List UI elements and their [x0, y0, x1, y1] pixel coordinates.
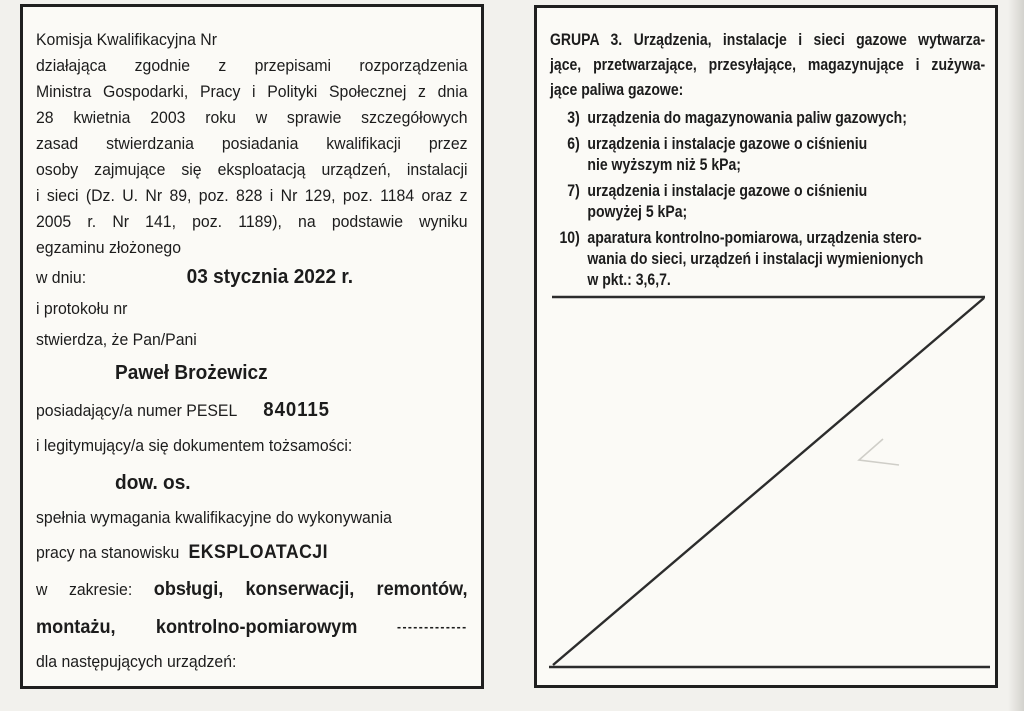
list-item-line: powyżej 5 kPa;: [587, 203, 688, 221]
exam-date-label: w dniu:: [36, 268, 87, 287]
list-item-number: 7): [567, 182, 580, 200]
filler-dashes: -------------: [397, 619, 468, 634]
pesel-label: posiadający/a numer PESEL: [36, 401, 238, 420]
protocol-label: i protokołu nr: [36, 299, 128, 318]
protocol-row: [36, 299, 468, 319]
identity-doc-label: i legitymujący/a się dokumentem tożsamości:: [36, 436, 353, 455]
cross-out-diagonal-line: [553, 298, 984, 665]
confirms-label: stwierdza, że Pan/Pani: [36, 330, 197, 349]
meets-requirements-label: spełnia wymagania kwalifikacyjne do wykonywania: [36, 508, 392, 527]
scope-row-2: [36, 614, 468, 641]
certificate-left-panel: [20, 4, 484, 689]
paragraph-line: 28 kwietnia 2003 roku w sprawie szczegółowych: [36, 108, 468, 127]
group-heading-line: jące, przetwarzające, przesyłające, magazynujące i zużywa-: [550, 56, 986, 74]
devices-row: [36, 652, 468, 672]
scan-edge-shadow: [1008, 0, 1024, 711]
identity-doc-value: dow. os.: [115, 471, 191, 494]
paragraph-line: osoby zajmujące się eksploatacją urządzeń, instalacji: [36, 160, 468, 179]
position-row: [36, 541, 468, 565]
legal-paragraph: [36, 53, 468, 261]
list-item-line: urządzenia do magazynowania paliw gazowych;: [587, 109, 907, 127]
paragraph-line: Ministra Gospodarki, Pracy i Polityki Społecznej z dnia: [36, 82, 468, 101]
paragraph-line: i sieci (Dz. U. Nr 89, poz. 828 i Nr 129, poz. 1184 oraz z: [36, 186, 468, 205]
person-name: Paweł Brożewicz: [115, 361, 268, 384]
list-item-line: aparatura kontrolno-pomiarowa, urządzenia stero-: [587, 229, 922, 247]
crossed-out-field: [537, 8, 995, 685]
list-item-line: urządzenia i instalacje gazowe o ciśnieniu: [587, 182, 868, 200]
list-item-line: urządzenia i instalacje gazowe o ciśnieniu: [587, 135, 868, 153]
scope-label: w zakresie:: [36, 580, 133, 599]
confirms-row: [36, 330, 468, 350]
certificate-right-panel: [534, 5, 998, 688]
exam-date-row: [36, 263, 468, 291]
position-value: EKSPLOATACJI: [188, 542, 328, 563]
group-heading-line: jące paliwa gazowe:: [550, 81, 684, 99]
scope-value-line1: obsługi, konserwacji, remontów,: [153, 578, 468, 600]
devices-label: dla następujących urządzeń:: [36, 652, 237, 671]
identity-doc-value-row: [36, 470, 468, 497]
list-item-number: 6): [567, 135, 580, 153]
list-item-line: wania do sieci, urządzeń i instalacji wymienionych: [587, 250, 924, 268]
position-label: pracy na stanowisku: [36, 543, 180, 562]
left-panel-text: [36, 7, 468, 672]
scope-value-line2: montażu, kontrolno-pomiarowym: [36, 616, 358, 638]
list-item-number: 3): [567, 109, 580, 127]
paragraph-line: zasad stwierdzania posiadania kwalifikacji przez: [36, 134, 468, 153]
person-name-row: [36, 360, 468, 387]
list-item-number: 10): [559, 229, 580, 247]
paragraph-line: 2005 r. Nr 141, poz. 1189), na podstawie wyniku: [36, 212, 468, 231]
list-item-line: w pkt.: 3,6,7.: [587, 271, 671, 289]
paragraph-line: egzaminu złożonego: [36, 238, 182, 257]
pencil-mark: [859, 439, 899, 465]
pesel-value: 840115: [263, 399, 330, 421]
meets-requirements-row: [36, 508, 468, 528]
identity-doc-row: [36, 436, 468, 456]
scope-row-1: [36, 576, 468, 603]
committee-line: Komisja Kwalifikacyjna Nr: [36, 30, 218, 49]
group-heading-line: GRUPA 3. Urządzenia, instalacje i sieci gazowe wytwarza-: [550, 31, 986, 49]
exam-date-value: 03 stycznia 2022 r.: [186, 265, 354, 288]
paragraph-line: działająca zgodnie z przepisami rozporządzenia: [36, 56, 468, 75]
pesel-row: [36, 398, 468, 423]
list-item-line: nie wyższym niż 5 kPa;: [587, 156, 741, 174]
